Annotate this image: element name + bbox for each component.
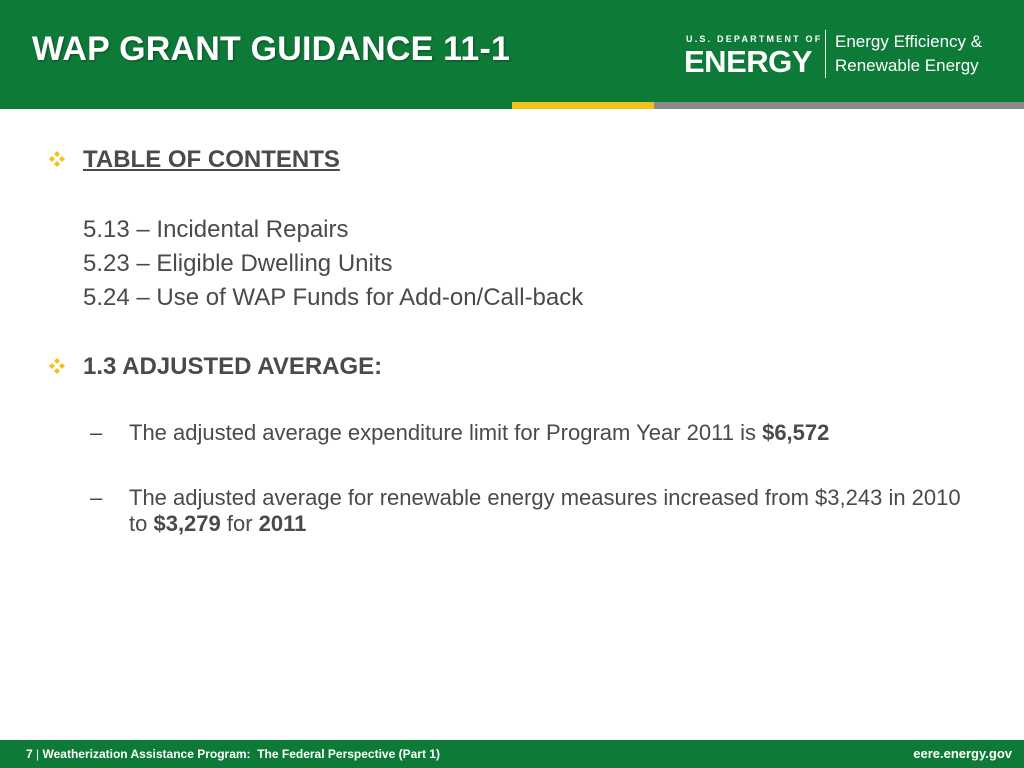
sub-bullet-expenditure-limit: The adjusted average expenditure limit for Program Year 2011 is $6,572 bbox=[129, 420, 830, 445]
sub-bullet-renewable-average: The adjusted average for renewable energy measures increased from $3,243 in 2010 to $3,279 for 2011 bbox=[129, 485, 961, 536]
diamond-cluster-icon bbox=[48, 357, 66, 375]
sub-bullet-dash: – bbox=[90, 485, 103, 510]
footer-caption: 7 | Weatherization Assistance Program: The Federal Perspective (Part 1) bbox=[26, 747, 440, 761]
logo-office-line2: Renewable Energy bbox=[835, 56, 979, 75]
logo-office-line1: Energy Efficiency & bbox=[835, 32, 983, 51]
footer-url[interactable]: eere.energy.gov bbox=[913, 746, 1012, 761]
footer-program-text: Weatherization Assistance Program: The Federal Perspective (Part 1) bbox=[42, 747, 440, 761]
slide-title: WAP GRANT GUIDANCE 11-1 bbox=[32, 30, 511, 68]
sub-bullet-dash: – bbox=[90, 420, 103, 445]
expenditure-limit-value: $6,572 bbox=[762, 420, 830, 445]
renewable-average-value: $3,279 bbox=[153, 511, 221, 536]
toc-item: 5.23 – Eligible Dwelling Units bbox=[83, 250, 393, 277]
toc-heading: TABLE OF CONTENTS bbox=[83, 146, 340, 173]
slide-footer bbox=[0, 740, 1024, 768]
logo-department-text: U.S. DEPARTMENT OF bbox=[686, 34, 823, 44]
toc-item: 5.13 – Incidental Repairs bbox=[83, 216, 349, 243]
renewable-average-year: 2011 bbox=[258, 511, 307, 536]
toc-item: 5.24 – Use of WAP Funds for Add-on/Call-back bbox=[83, 284, 584, 311]
diamond-cluster-icon bbox=[48, 150, 66, 168]
page-number: 7 bbox=[26, 747, 33, 761]
section-heading: 1.3 ADJUSTED AVERAGE: bbox=[83, 353, 383, 380]
logo-energy-text: ENERGY bbox=[684, 44, 812, 79]
